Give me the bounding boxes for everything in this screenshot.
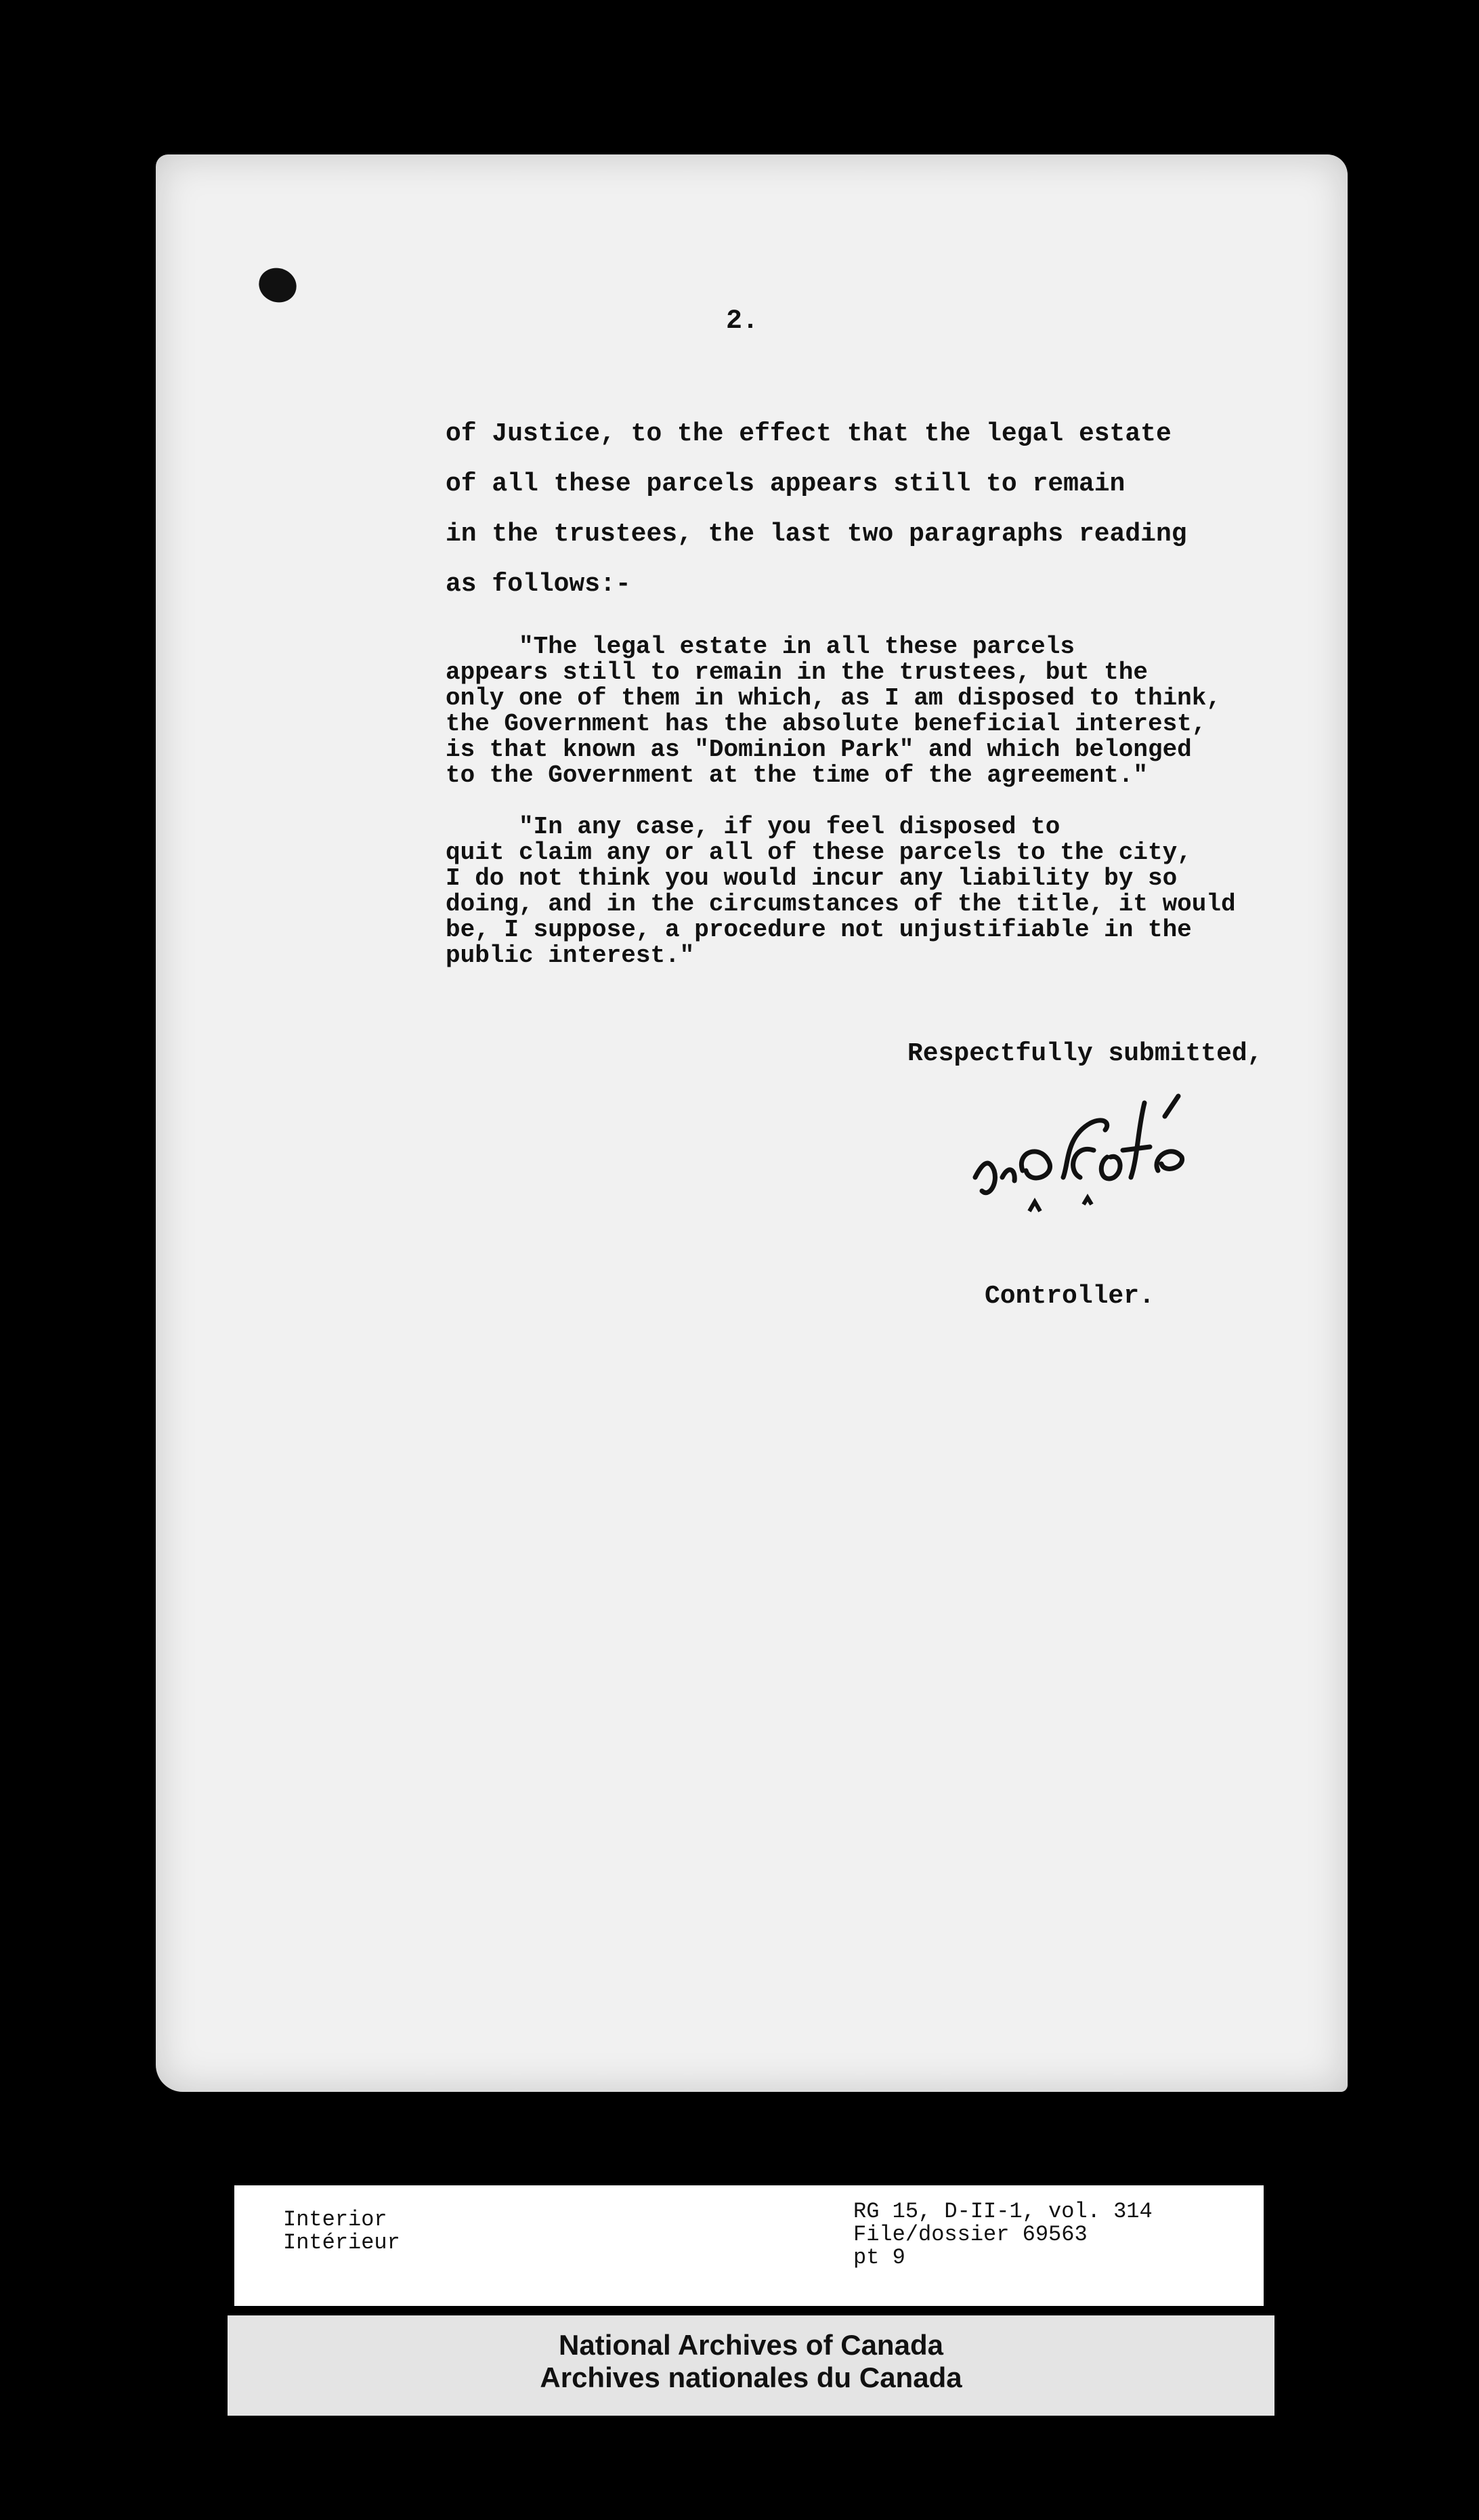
- signatory-title: Controller.: [985, 1282, 1155, 1311]
- reference-line: RG 15, D-II-1, vol. 314: [853, 2199, 1153, 2224]
- quoted-paragraph-1: [446, 634, 1221, 789]
- archival-reference-strip: [234, 2185, 1264, 2306]
- file-reference: [853, 2200, 1153, 2269]
- body-paragraph: [446, 409, 1258, 610]
- archive-name-english: National Archives of Canada: [559, 2329, 943, 2361]
- quote-line: is that known as "Dominion Park" and which belonged: [446, 736, 1192, 763]
- quoted-paragraph-2: [446, 814, 1236, 969]
- archive-name: [228, 2329, 1274, 2394]
- dept-french: Intérieur: [283, 2230, 400, 2255]
- archive-name-french: Archives nationales du Canada: [540, 2361, 962, 2393]
- quote-line: I do not think you would incur any liability by so: [446, 864, 1178, 892]
- dept-english: Interior: [283, 2207, 387, 2232]
- page-number: 2.: [726, 306, 759, 337]
- quote-line: only one of them in which, as I am disposed to think,: [446, 684, 1221, 712]
- quote-line: to the Government at the time of the agreement.": [446, 761, 1148, 789]
- quote-line: public interest.": [446, 942, 695, 969]
- handwritten-signature: [962, 1076, 1314, 1238]
- quote-line: appears still to remain in the trustees, but the: [446, 658, 1148, 686]
- reference-line: pt 9: [853, 2245, 905, 2270]
- body-line: in the trustees, the last two paragraphs reading: [446, 520, 1187, 549]
- department-label: [283, 2208, 400, 2254]
- body-line: of all these parcels appears still to remain: [446, 469, 1126, 499]
- quote-line: "The legal estate in all these parcels: [446, 633, 1075, 660]
- quote-line: quit claim any or all of these parcels to the city,: [446, 839, 1192, 866]
- quote-line: the Government has the absolute beneficial interest,: [446, 710, 1207, 738]
- archive-label-strip: [228, 2315, 1274, 2416]
- punch-hole: [254, 263, 301, 308]
- body-line: as follows:-: [446, 570, 631, 599]
- document-page: [156, 154, 1348, 2092]
- body-line: of Justice, to the effect that the legal estate: [446, 419, 1172, 448]
- closing-line: Respectfully submitted,: [907, 1039, 1263, 1068]
- quote-line: doing, and in the circumstances of the title, it would: [446, 890, 1236, 918]
- quote-line: be, I suppose, a procedure not unjustifiable in the: [446, 916, 1192, 944]
- reference-line: File/dossier 69563: [853, 2222, 1088, 2247]
- quote-line: "In any case, if you feel disposed to: [446, 813, 1060, 841]
